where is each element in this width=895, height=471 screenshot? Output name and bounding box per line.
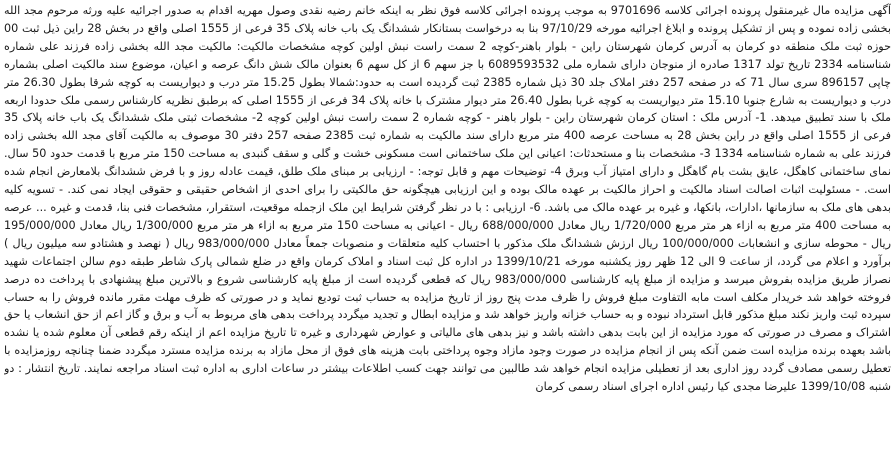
auction-notice — [4, 2, 891, 469]
publication-footer: تاریخ انتشار : دو شنبه 1399/10/08 علیرضا مجدی کیا رئیس اداره اجرای اسناد رسمی کرمان — [4, 362, 891, 394]
notice-body-text: آگهی مزایده مال غیرمنقول پرونده اجرائی کلاسه 9701696 به موجب پرونده اجرائی کلاسه فوق نظر به اینکه خانم رضیه نقدی وصول مهریه اقدام به صدور اجرائیه علیه ورثه مرحوم مجد الله بخشی زاده نموده و پس از تشکیل پرونده و ابلاغ اجرائیه مورخه 97/10/29 بنا به درخواست بستانکار ششدانگ یک باب خانه پلاک 35 فرعی از 1555 اصلی واقع در بخش 28 راین ذیل ثبت 00 حوزه ثبت ملک منطقه دو کرمان به آدرس کرمان شهرستان راین - بلوار باهنر-کوچه 2 سمت راست نبش اولین کوچه مشخصات مالکیت: مالکیت مجد الله بخشی زاده فرزند علی شماره شناسنامه 2334 تاریخ تولد 1317 صادره از منوجان دارای شماره ملی 6089593532 با جز سهم 6 از کل سهم 6 بعنوان مالک شش دانگ عرصه و اعیان، موضوع سند مالکیت اصلی بشماره چاپی 896157 سری سال 71 که در صفحه 257 دفتر املاک جلد 30 ذیل شماره 2385 ثبت گردیده است به حدود:شمالا بطول 15.25 متر درب و دیواریست به کوچه شرقا بطول 26.30 متر درب و دیواریست به شارع جنوبا 15.10 متر دیواریست به کوچه غربا بطول 26.40 متر دیوار مشترک با خانه پلاک 34 فرعی از 1555 اصلی که برطبق نظریه کارشناس رسمی ملک حدودا اربعه ملک با سند تطبیق میدهد. 1- آدرس ملک : استان کرمان شهرستان راین - بلوار باهنر - کوچه شماره 2 سمت راست نبش اولین کوچه 2- مشخصات ثبتی ملک ششدانگ یک باب خانه پلاک 35 فرعی از 1555 اصلی واقع در راین بخش 28 به مساحت عرصه 400 متر مربع دارای سند مالکیت به شماره ثبت 2385 صفحه 257 دفتر 30 موصوف به مالکیت آقای مجد الله بخشی زاده فرزند علی به شماره شناسنامه 1334 3- مشخصات بنا و مستحدثات: اعیانی این ملک ساختمانی است مسکونی خشت و گلی و سقف گنبدی به مساحت 150 متر مربع با قدمت حدود 50 سال. نمای ساختمانی کاهگل، عایق بشت بام گاهگل و دارای امتیاز آب وبرق 4- توضیحات مهم و قابل توجه: - ارزیابی بر مبنای ملک طلق، قیمت عادله روز و با فرض ششدانگ بلامعارض انجام شده است. - مسئولیت اثبات اصالت اسناد مالکیت و احراز مالکیت بر عهده مالک بوده و این ارزیابی هیچگونه حق مالکیتی را برای احدی از اشخاص حقیقی و حقوقی ایجاد نمی کند. - تسویه کلیه بدهی های ملک به سازمانها ،ادارات، بانکها، و غیره بر عهده مالک می باشد. 6- ارزیابی : با در نظر گرفتن شرایط این ملک ازجمله موقعیت، استقرار، مشخصات فنی بنا، قدمت و غیره ... عرصه به مساحت 400 متر مربع به ازاء هر متر مربع 1/720/000 ریال معادل 688/000/000 ریال - اعیانی به مساحت 150 متر مربع به ازاء هر متر مربع 1/300/000 ریال معادل 195/000/000 ریال - محوطه سازی و انشعابات 100/000/000 ریال ارزش ششدانگ ملک مذکور با احتساب کلیه متعلقات و منصوبات جمعاً معادل 983/000/000 ریال ( نهصد و هشتادو سه میلیون ریال ) برآورد و اعلام می گردد، از ساعت 9 الی 12 ظهر روز یکشنبه مورخه 1399/10/21 در اداره کل ثبت اسناد و املاک کرمان واقع در ضلع شمالی پارک شاطر طبقه دوم سالن اجتماعات شهید نصراز طریق مزایده بفروش میرسد و مزایده از مبلغ پایه کارشناسی 983/000/000 ریال که قطعی گردیده است از مبلغ پایه کارشناسی شروع و بالاترین مبلغ پیشنهادی با پرداخت ده درصد فروخته خواهد شد خریدار مکلف است مابه التفاوت مبلغ فروش را ظرف مدت پنج روز از تاریخ مزایده به حساب ثبت تودیع نماید و در صورتی که ظرف مهلت مقرر مانده فروش را به حساب سپرده ثبت واریز نکند مبلغ مذکور قابل استرداد نبوده و به حساب خزانه واریز خواهد شد و مزایده ابطال و تجدید میگردد پرداخت بدهی های مربوط به آب و برق و گاز اعم از حق انشعاب یا حق اشتراک و مصرف در صورتی که مورد مزایده از این بابت بدهی داشته باشد و نیز بدهی های مالیاتی و عوارض شهرداری و غیره تا تاریخ مزایده اعم از اینکه رقم قطعی آن معلوم شده یا نشده باشد بعهده برنده مزایده است ضمن آنکه پس از انجام مزایده در صورت وجود مازاد وجوه پرداختی بابت هزینه های فوق از محل مازاد به برنده مزایده مسترد میگردد ضمنا چنانچه روزمزایده با تعطیل رسمی مصادف گردد روز اداری بعد از تعطیلی مزایده انجام خواهد شد طالبین می توانند جهت کسب اطلاعات بیشتر در ساعات اداری به اداره ثبت اسناد مراجعه نمایند. — [4, 4, 891, 376]
notice-paragraph — [4, 2, 891, 396]
